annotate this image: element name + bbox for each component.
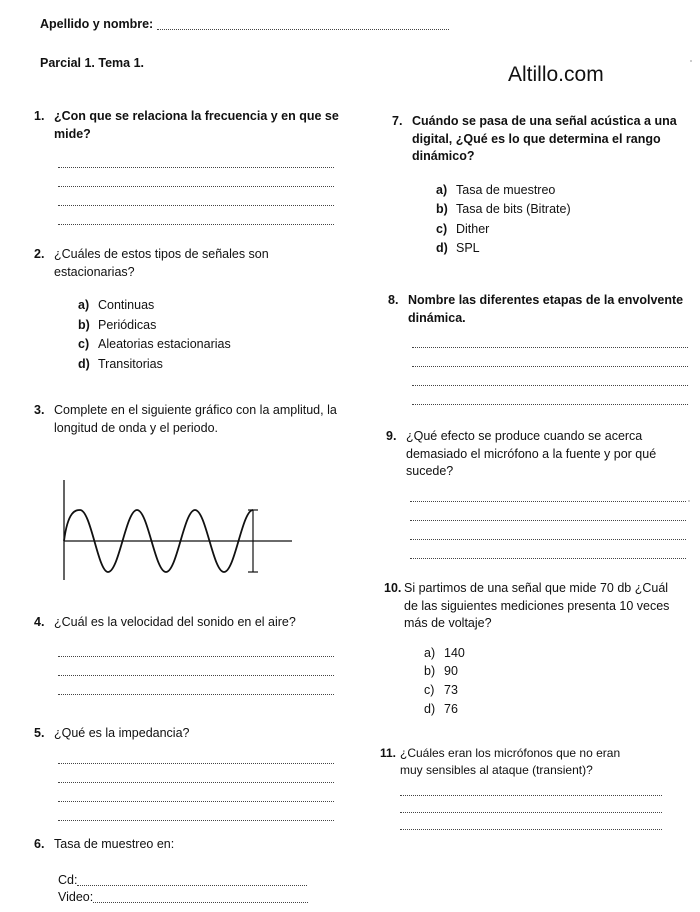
question-4 — [34, 614, 344, 695]
option-list — [392, 182, 698, 258]
question-11 — [380, 745, 680, 830]
question-number: 3. — [34, 403, 45, 417]
answer-line[interactable] — [58, 187, 334, 206]
answer-lines — [400, 779, 680, 830]
question-number: 6. — [34, 837, 45, 851]
answer-lines — [58, 149, 344, 225]
answer-line[interactable] — [58, 657, 334, 676]
scan-speck — [690, 60, 692, 62]
answer-line[interactable] — [412, 329, 688, 348]
sine-wave-graph — [56, 475, 296, 585]
option-item[interactable]: a) Tasa de muestreo — [436, 182, 556, 197]
question-1 — [34, 108, 344, 225]
answer-line[interactable] — [412, 386, 688, 405]
answer-lines — [412, 329, 688, 405]
question-number: 2. — [34, 247, 45, 261]
answer-line[interactable] — [410, 483, 686, 502]
option-item[interactable]: b) Periódicas — [78, 317, 157, 332]
answer-line[interactable] — [58, 168, 334, 187]
video-label: Video: — [58, 890, 94, 904]
cd-label: Cd: — [58, 872, 78, 887]
question-text: Tasa de muestreo en: — [54, 837, 175, 851]
answer-lines — [410, 483, 686, 559]
answer-line[interactable] — [58, 638, 334, 657]
cd-rate-row — [58, 872, 344, 890]
option-list — [34, 297, 344, 373]
video-answer-line[interactable] — [93, 890, 308, 903]
option-item[interactable]: a) Continuas — [78, 298, 155, 312]
question-text: ¿Cuáles de estos tipos de señales son estacionarias? — [54, 247, 269, 279]
question-number: 8. — [388, 293, 399, 307]
answer-lines — [58, 745, 344, 821]
question-text: ¿Cuál es la velocidad del sonido en el aire? — [54, 615, 296, 629]
question-number: 4. — [34, 615, 45, 629]
answer-line[interactable] — [400, 796, 662, 813]
scan-speck — [688, 500, 690, 502]
question-text: Nombre las diferentes etapas de la envolvente dinámica. — [408, 293, 684, 325]
answer-lines — [58, 638, 344, 695]
question-text: Cuándo se pasa de una señal acústica a una digital, ¿Qué es lo que determina el rango dinámico? — [412, 114, 677, 163]
option-item[interactable]: d) Transitorias — [78, 356, 163, 371]
question-text: ¿Cuáles eran los micrófonos que no eran muy sensibles al ataque (transient)? — [400, 746, 621, 777]
answer-line[interactable] — [410, 521, 686, 540]
question-number: 7. — [392, 114, 403, 128]
answer-line[interactable] — [412, 367, 688, 386]
video-rate-row — [58, 889, 344, 907]
answer-line[interactable] — [58, 676, 334, 695]
name-answer-line[interactable] — [157, 17, 449, 30]
question-number: 5. — [34, 726, 45, 740]
question-8 — [388, 292, 688, 405]
question-text: Complete en el siguiente gráfico con la amplitud, la longitud de onda y el periodo. — [54, 403, 337, 435]
answer-line[interactable] — [58, 206, 334, 225]
answer-line[interactable] — [410, 502, 686, 521]
question-text: ¿Qué es la impedancia? — [54, 726, 190, 740]
answer-line[interactable] — [58, 764, 334, 783]
question-9 — [386, 428, 686, 559]
question-10 — [384, 580, 684, 720]
question-text: ¿Qué efecto se produce cuando se acerca demasiado el micrófono a la fuente y por qué sucede? — [406, 429, 657, 478]
option-item[interactable]: c) 73 — [424, 683, 458, 698]
question-text: ¿Con que se relaciona la frecuencia y en que se mide? — [54, 109, 339, 141]
answer-line[interactable] — [58, 149, 334, 168]
answer-line[interactable] — [58, 745, 334, 764]
option-item[interactable]: d) SPL — [436, 241, 480, 255]
question-number: 1. — [34, 109, 45, 123]
answer-line[interactable] — [58, 783, 334, 802]
answer-line[interactable] — [400, 779, 662, 796]
question-6 — [34, 836, 344, 907]
question-3 — [34, 402, 344, 437]
watermark: Altillo.com — [508, 63, 604, 86]
option-item[interactable]: c) Aleatorias estacionarias — [78, 337, 231, 351]
answer-line[interactable] — [412, 348, 688, 367]
answer-line[interactable] — [410, 540, 686, 559]
option-item[interactable]: d) 76 — [424, 702, 458, 717]
question-number: 9. — [386, 429, 397, 443]
exam-subtitle: Parcial 1. Tema 1. — [40, 56, 144, 70]
wave-axes — [64, 480, 292, 580]
question-number: 10. — [384, 581, 402, 595]
option-item[interactable]: a) 140 — [424, 645, 465, 660]
answer-line[interactable] — [58, 802, 334, 821]
question-7 — [392, 113, 698, 260]
option-item[interactable]: c) Dither — [436, 221, 490, 236]
question-number: 11. — [380, 746, 397, 760]
question-text: Si partimos de una señal que mide 70 db ¿Cuál de las siguientes mediciones presenta 10 veces más de voltaje? — [404, 581, 670, 630]
question-5 — [34, 725, 344, 821]
option-item[interactable]: b) Tasa de bits (Bitrate) — [436, 202, 571, 216]
option-list — [384, 645, 684, 719]
name-field-row — [40, 16, 449, 34]
cd-answer-line[interactable] — [77, 873, 307, 886]
name-label: Apellido y nombre: — [40, 17, 154, 31]
question-2 — [34, 246, 344, 375]
answer-line[interactable] — [400, 813, 662, 830]
option-item[interactable]: b) 90 — [424, 664, 458, 679]
